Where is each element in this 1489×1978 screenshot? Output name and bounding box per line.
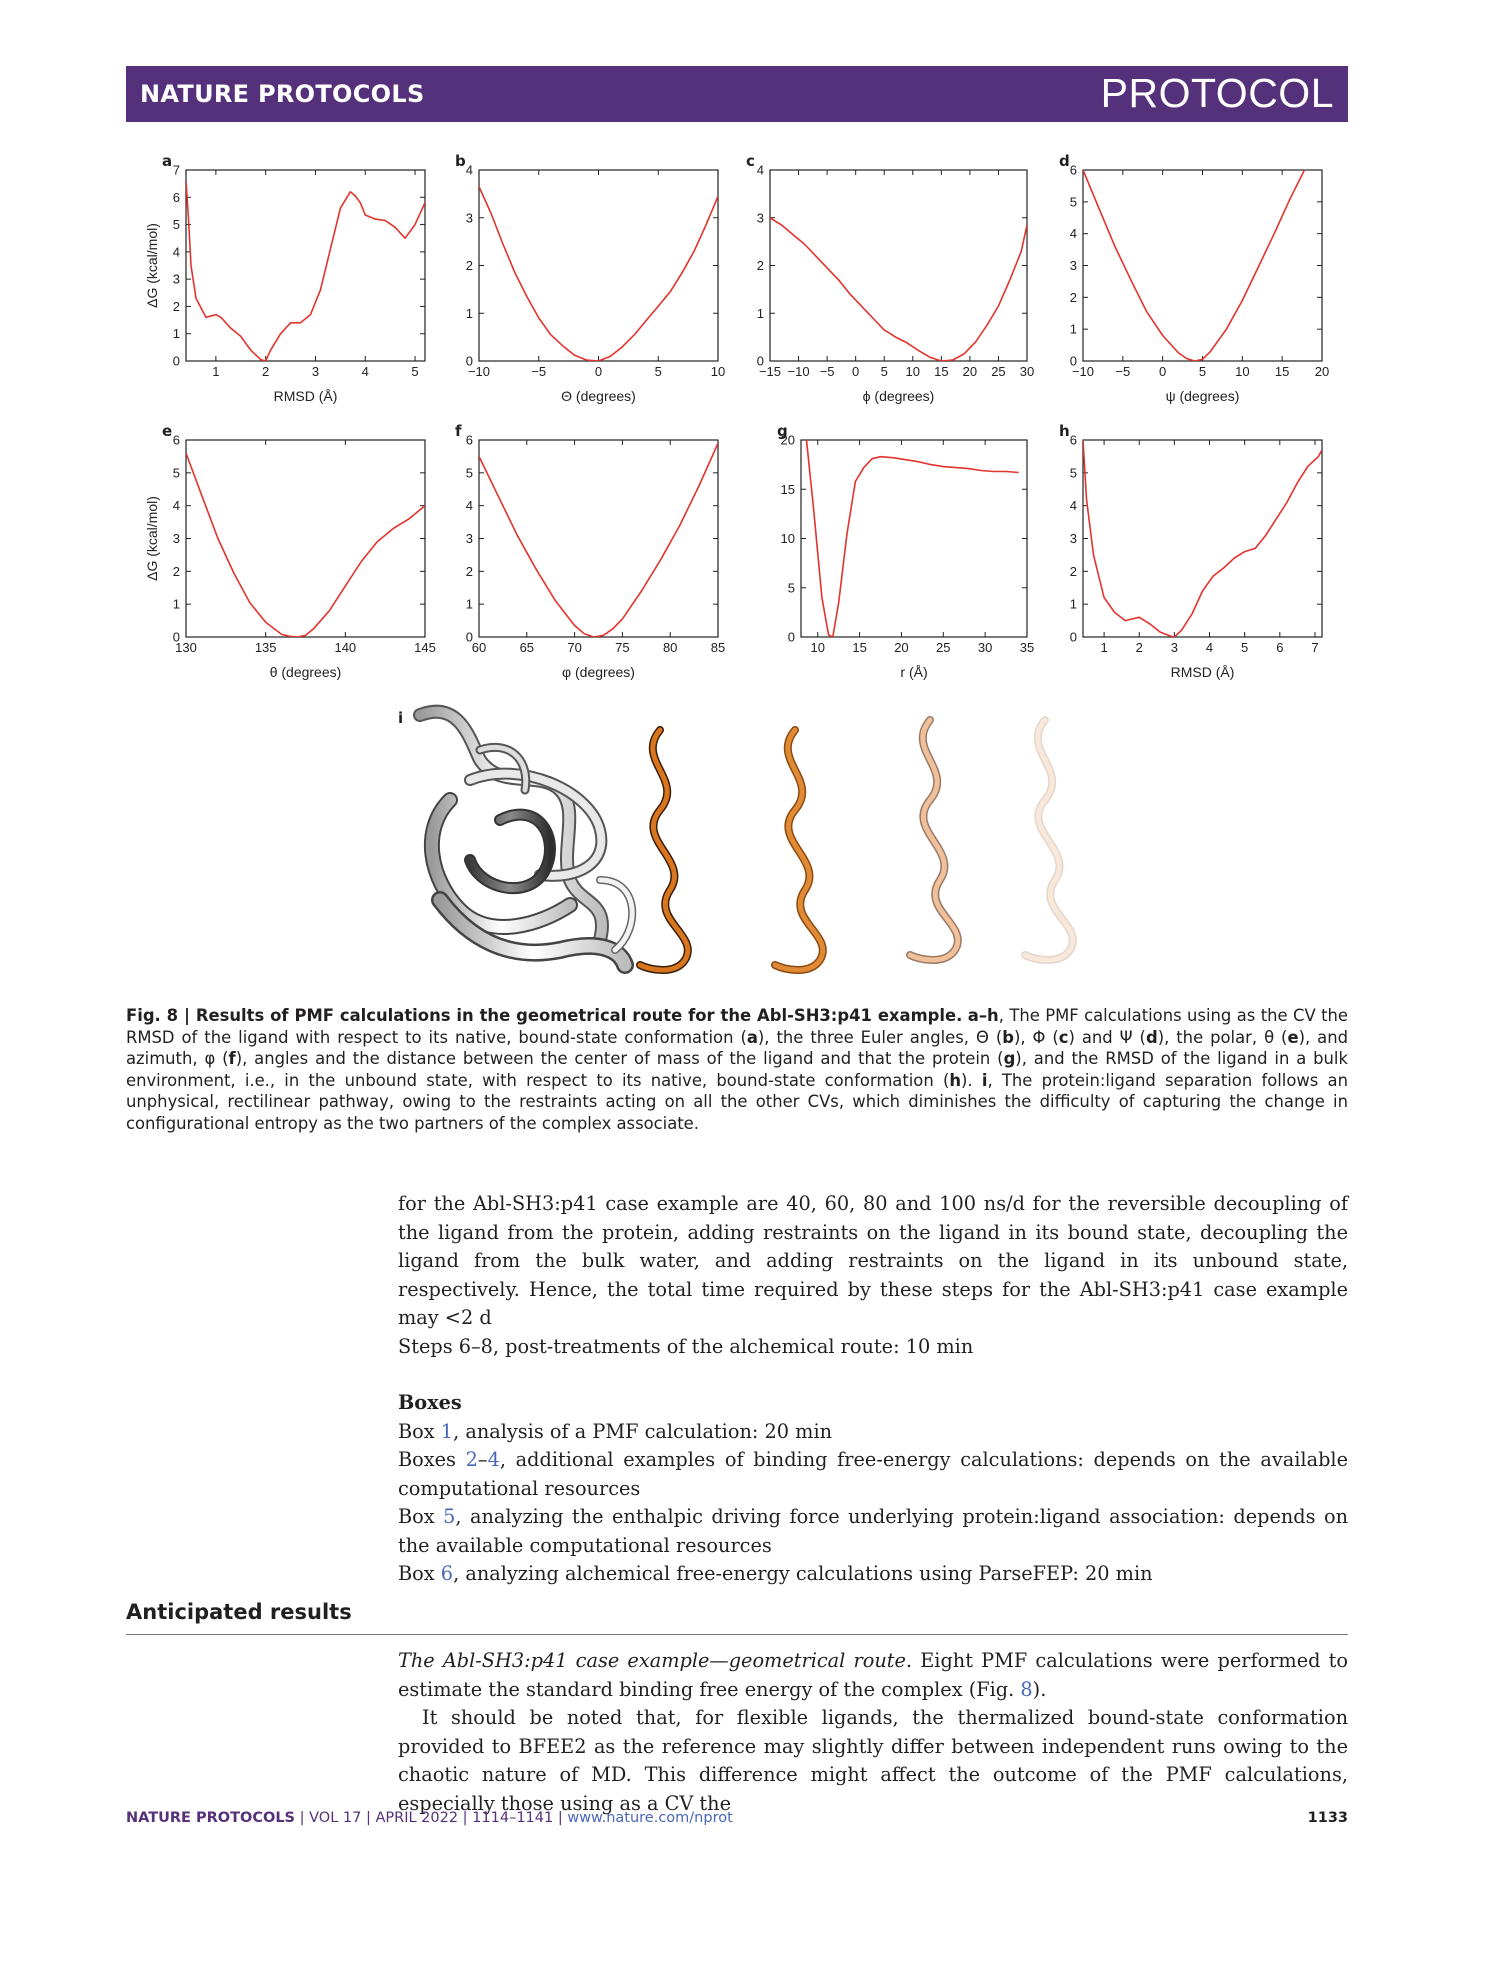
x-tick-label-h: 2 — [1135, 640, 1143, 655]
footer-volume: VOL 17 — [309, 1810, 362, 1826]
x-tick-label-c: −15 — [758, 364, 782, 379]
y-tick-label-e: 3 — [172, 531, 180, 546]
y-tick-label-b: 3 — [465, 210, 473, 226]
chart-panel-d — [1059, 152, 1329, 404]
panel-label-e: e — [162, 422, 173, 440]
y-tick-label-c: 1 — [756, 305, 764, 321]
plot-frame-g — [801, 440, 1027, 637]
plot-frame-e — [186, 440, 425, 637]
series-line-c — [770, 218, 1027, 361]
y-tick-label-f: 3 — [465, 531, 473, 546]
y-tick-label-a: 0 — [172, 353, 180, 369]
y-tick-label-a: 2 — [172, 298, 180, 314]
x-tick-label-c: −5 — [819, 364, 835, 379]
panel-label-d: d — [1059, 152, 1070, 170]
footer-journal: NATURE PROTOCOLS — [126, 1810, 296, 1826]
y-tick-label-g: 15 — [780, 481, 795, 497]
x-axis-label-h: RMSD (Å) — [1170, 664, 1235, 680]
y-tick-label-b: 0 — [465, 353, 473, 369]
y-tick-label-f: 0 — [465, 629, 473, 645]
x-tick-label-a: 3 — [311, 364, 320, 379]
y-tick-label-a: 3 — [172, 271, 180, 287]
footer-date: APRIL 2022 — [375, 1810, 459, 1826]
x-tick-label-d: −5 — [1115, 364, 1131, 379]
x-tick-label-b: 10 — [710, 364, 726, 379]
x-tick-label-a: 1 — [212, 364, 220, 379]
body-text-lower — [398, 1647, 1348, 1818]
chart-panel-b — [455, 152, 725, 404]
x-tick-label-h: 4 — [1205, 640, 1214, 655]
y-tick-label-d: 0 — [1069, 353, 1077, 369]
y-tick-label-e: 1 — [172, 596, 180, 612]
y-tick-label-d: 1 — [1069, 321, 1077, 337]
y-tick-label-f: 1 — [465, 596, 473, 612]
page-number: 1133 — [1307, 1810, 1348, 1826]
panel-label-i: i — [398, 709, 404, 727]
paragraph-timing: for the Abl-SH3:p41 case example are 40, 60, 80 and 100 ns/d for the reversible decoupling of the ligand from the protein, adding restraints on the ligand in its bound state, decoupling the ligand from the bulk water, and adding restraints on the ligand in its unbound state, respectively. Hence, the total time required by these steps for the Abl-SH3:p41 case example may <2 d — [398, 1192, 1348, 1329]
x-tick-label-f: 75 — [615, 640, 630, 655]
x-tick-label-c: −10 — [787, 364, 810, 379]
x-axis-label-f: φ (degrees) — [562, 664, 635, 680]
panel-label-h: h — [1059, 422, 1070, 440]
y-tick-label-b: 2 — [465, 258, 473, 273]
y-tick-label-g: 20 — [780, 432, 795, 448]
x-axis-label-a: RMSD (Å) — [273, 388, 338, 404]
article-type: PROTOCOL — [1100, 70, 1334, 116]
y-tick-label-d: 3 — [1069, 258, 1077, 273]
y-tick-label-h: 5 — [1069, 465, 1077, 481]
y-tick-label-h: 4 — [1069, 498, 1077, 514]
x-tick-label-b: −10 — [467, 364, 491, 379]
x-tick-label-g: 25 — [936, 640, 951, 655]
y-tick-label-c: 2 — [756, 258, 764, 273]
y-tick-label-h: 6 — [1069, 432, 1077, 448]
series-line-a — [186, 181, 425, 361]
y-tick-label-f: 5 — [465, 465, 473, 481]
x-tick-label-d: −10 — [1071, 364, 1095, 379]
protein-ribbon-image — [420, 712, 632, 965]
x-tick-label-c: 30 — [1019, 364, 1035, 379]
box-5-line: Box 5, analyzing the enthalpic driving force underlying protein:ligand association: depends on the available computational resources — [398, 1505, 1348, 1557]
x-tick-label-d: 10 — [1235, 364, 1250, 379]
y-tick-label-e: 0 — [172, 629, 180, 645]
y-tick-label-e: 5 — [172, 465, 180, 481]
y-tick-label-f: 2 — [465, 563, 473, 579]
y-tick-label-e: 2 — [172, 563, 180, 579]
x-axis-label-c: ϕ (degrees) — [862, 388, 935, 404]
plot-frame-b — [479, 170, 718, 361]
paragraph-geometrical-route: The Abl-SH3:p41 case example—geometrical route. Eight PMF calculations were performed to estimate the standard binding free energy of the complex (Fig. 8). — [398, 1649, 1348, 1701]
x-tick-label-a: 2 — [262, 364, 270, 379]
box-2-4-line: Boxes 2–4, additional examples of binding free-energy calculations: depends on the available computational resources — [398, 1448, 1348, 1500]
y-tick-label-d: 5 — [1069, 194, 1077, 210]
y-tick-label-d: 6 — [1069, 162, 1077, 178]
caption-title: Fig. 8 | Results of PMF calculations in the geometrical route for the Abl-SH3:p41 example. — [126, 1006, 963, 1025]
x-tick-label-e: 140 — [334, 640, 357, 655]
x-tick-label-d: 15 — [1274, 364, 1290, 379]
x-tick-label-g: 10 — [810, 640, 825, 655]
box-1-line: Box 1, analysis of a PMF calculation: 20 min — [398, 1419, 833, 1443]
y-axis-label-a: ΔG (kcal/mol) — [144, 223, 160, 308]
x-tick-label-f: 60 — [471, 640, 487, 655]
y-tick-label-h: 1 — [1069, 596, 1077, 612]
box-6-line: Box 6, analyzing alchemical free-energy calculations using ParseFEP: 20 min — [398, 1562, 1153, 1585]
box-5-link[interactable]: 5 — [443, 1505, 456, 1528]
x-tick-label-g: 35 — [1019, 640, 1035, 655]
x-tick-label-g: 30 — [977, 640, 993, 655]
caption-panel-range: a–h — [967, 1006, 999, 1025]
y-tick-label-b: 4 — [465, 162, 473, 178]
x-tick-label-c: 25 — [991, 364, 1006, 379]
panel-label-a: a — [162, 152, 173, 170]
y-tick-label-a: 7 — [172, 162, 180, 178]
x-tick-label-b: 0 — [594, 364, 603, 379]
chart-panel-g — [777, 422, 1034, 680]
y-tick-label-e: 6 — [172, 432, 180, 448]
section-heading-anticipated-results: Anticipated results — [126, 1600, 1348, 1635]
x-tick-label-h: 1 — [1100, 640, 1108, 655]
y-tick-label-f: 4 — [465, 498, 473, 514]
y-tick-label-h: 0 — [1069, 629, 1077, 645]
x-tick-label-h: 5 — [1241, 640, 1249, 655]
chart-panel-c — [746, 152, 1034, 404]
body-text-upper — [398, 1190, 1348, 1589]
panel-label-c: c — [746, 152, 755, 170]
series-line-g — [806, 435, 1019, 637]
x-tick-label-f: 85 — [710, 640, 726, 655]
plot-frame-d — [1083, 170, 1322, 361]
footer-pages: 1114–1141 — [472, 1810, 554, 1826]
chart-panel-a — [144, 152, 425, 404]
y-tick-label-c: 0 — [756, 353, 764, 369]
y-axis-label-e: ΔG (kcal/mol) — [144, 496, 160, 581]
x-tick-label-h: 7 — [1311, 640, 1319, 655]
x-tick-label-h: 6 — [1276, 640, 1284, 655]
figure-caption: Fig. 8 | Results of PMF calculations in the geometrical route for the Abl-SH3:p41 example. a–h, The PMF calculations using as the CV the RMSD of the ligand with respect to its native, bound-state conformation (a), the three Euler angles, Θ (b), Φ (c) and Ψ (d), the polar, θ (e), and azimuth, φ (f), angles and the distance between the center of mass of the ligand and that the protein (g), and the RMSD of the ligand in a bulk environment, i.e., in the unbound state, with respect to its native, bound-state conformation (h). i, The protein:ligand separation follows an unphysical, rectilinear pathway, owing to the restraints acting on all the other CVs, which diminishes the difficulty of capturing the change in configurational entropy as the two partners of the complex associate. — [126, 1006, 1349, 1133]
y-tick-label-d: 4 — [1069, 226, 1077, 242]
panel-i-structures — [398, 709, 1073, 970]
panel-label-f: f — [455, 422, 462, 440]
series-line-h — [1083, 440, 1322, 637]
x-tick-label-f: 65 — [519, 640, 535, 655]
y-tick-label-d: 2 — [1069, 289, 1077, 305]
fig-8-link[interactable]: 8 — [1020, 1677, 1033, 1701]
y-tick-label-a: 5 — [172, 217, 180, 233]
y-tick-label-f: 6 — [465, 432, 473, 448]
x-tick-label-d: 0 — [1159, 364, 1167, 379]
paragraph-flexible-ligands: It should be noted that, for flexible ligands, the thermalized bound-state conformation provided to BFEE2 as the reference may slightly differ between independent runs owing to the chaotic nature of MD. This difference might affect the outcome of the PMF calculations, especially those using as a CV the — [398, 1706, 1348, 1815]
x-tick-label-b: 5 — [654, 364, 662, 379]
plot-frame-c — [770, 170, 1027, 361]
x-tick-label-a: 4 — [361, 364, 369, 379]
series-line-e — [186, 453, 425, 637]
x-tick-label-c: 0 — [852, 364, 860, 379]
x-tick-label-c: 5 — [880, 364, 888, 379]
paragraph-steps: Steps 6–8, post-treatments of the alchemical route: 10 min — [398, 1334, 974, 1358]
y-tick-label-g: 5 — [787, 580, 795, 596]
chart-panel-h — [1059, 422, 1322, 680]
series-line-d — [1083, 167, 1306, 361]
box-2-link[interactable]: 2 — [465, 1448, 478, 1471]
x-tick-label-d: 20 — [1314, 364, 1330, 379]
y-tick-label-g: 0 — [787, 629, 795, 645]
plot-frame-f — [479, 440, 718, 637]
x-tick-label-e: 145 — [414, 640, 436, 655]
page-footer: NATURE PROTOCOLS | VOL 17 | APRIL 2022 | 1114–1141 | www.nature.com/nprot 1133 — [126, 1810, 1348, 1826]
x-tick-label-f: 80 — [662, 640, 678, 655]
y-tick-label-c: 3 — [756, 210, 764, 226]
x-tick-label-c: 10 — [905, 364, 921, 379]
x-tick-label-c: 15 — [934, 364, 949, 379]
x-tick-label-d: 5 — [1198, 364, 1207, 379]
panel-label-b: b — [455, 152, 466, 170]
x-tick-label-e: 130 — [175, 640, 197, 655]
x-axis-label-g: r (Å) — [900, 664, 928, 680]
x-tick-label-g: 20 — [894, 640, 909, 655]
series-line-b — [479, 187, 718, 361]
box-1-link[interactable]: 1 — [440, 1419, 454, 1443]
y-tick-label-h: 3 — [1069, 531, 1077, 546]
box-6-link[interactable]: 6 — [440, 1562, 454, 1585]
x-tick-label-e: 135 — [254, 640, 277, 655]
chart-panel-f — [455, 422, 725, 680]
boxes-heading: Boxes — [398, 1391, 462, 1414]
y-tick-label-e: 4 — [172, 498, 180, 514]
ligand-ribbons-image — [640, 720, 1073, 970]
y-tick-label-b: 1 — [465, 305, 473, 321]
y-tick-label-a: 4 — [172, 244, 180, 260]
chart-panel-e — [144, 422, 436, 680]
x-tick-label-b: −5 — [531, 364, 547, 379]
y-tick-label-a: 1 — [172, 326, 180, 342]
series-line-f — [479, 443, 718, 637]
x-axis-label-d: ψ (degrees) — [1165, 388, 1240, 404]
x-axis-label-b: Θ (degrees) — [561, 388, 636, 404]
x-tick-label-g: 15 — [852, 640, 867, 655]
y-tick-label-c: 4 — [756, 162, 764, 178]
box-4-link[interactable]: 4 — [487, 1448, 500, 1471]
footer-url-link[interactable]: www.nature.com/nprot — [567, 1810, 733, 1826]
journal-name: NATURE PROTOCOLS — [140, 80, 425, 108]
panel-label-g: g — [777, 422, 788, 440]
plot-frame-h — [1083, 440, 1322, 637]
x-tick-label-c: 20 — [962, 364, 978, 379]
y-tick-label-a: 6 — [172, 189, 180, 205]
x-tick-label-h: 3 — [1170, 640, 1178, 655]
y-tick-label-g: 10 — [780, 531, 795, 546]
x-tick-label-f: 70 — [567, 640, 582, 655]
y-tick-label-h: 2 — [1069, 563, 1077, 579]
x-axis-label-e: θ (degrees) — [269, 664, 342, 680]
x-tick-label-a: 5 — [411, 364, 419, 379]
plot-frame-a — [186, 170, 425, 361]
